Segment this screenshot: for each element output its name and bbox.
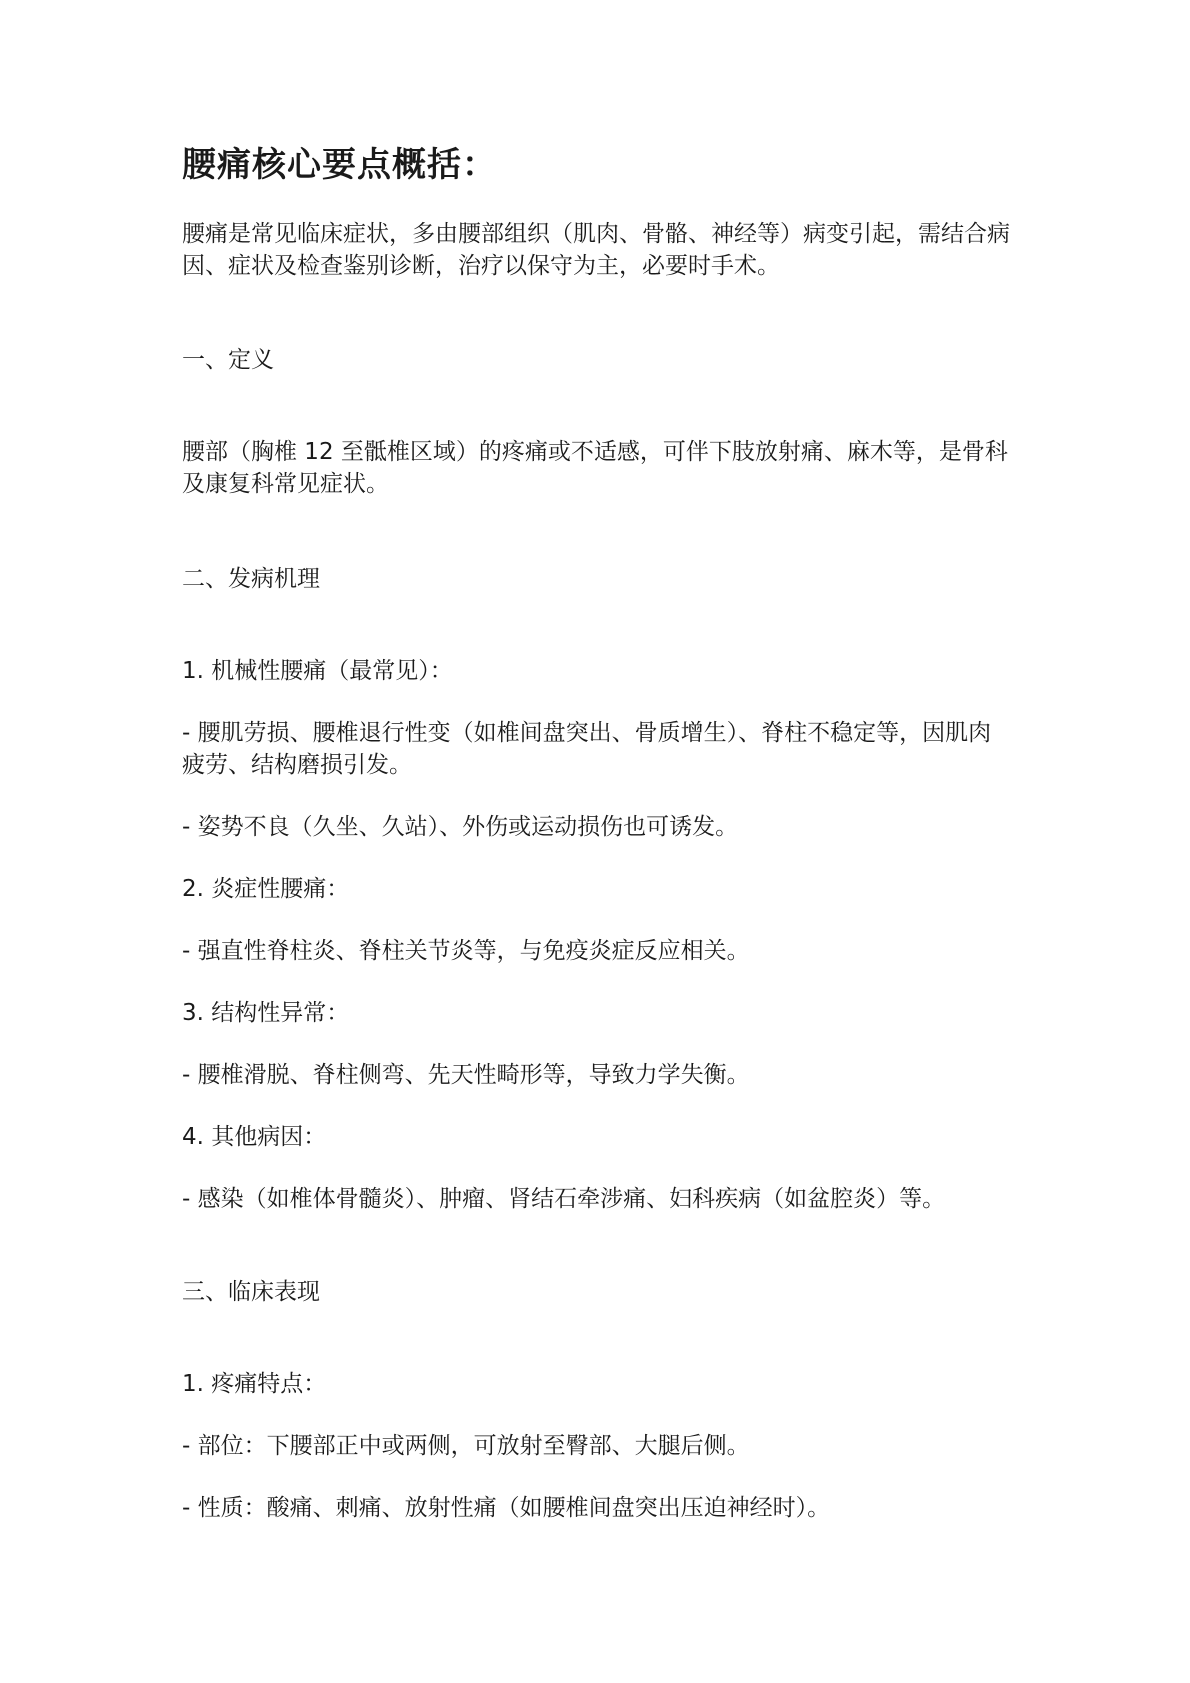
list-item-point: - 腰椎滑脱、脊柱侧弯、先天性畸形等，导致力学失衡。: [182, 1062, 750, 1088]
section-heading-pathogenesis: 二、发病机理: [182, 566, 320, 592]
list-item-point: - 强直性脊柱炎、脊柱关节炎等，与免疫炎症反应相关。: [182, 938, 750, 964]
section-heading-definition: 一、定义: [182, 347, 274, 373]
list-item-label: 3. 结构性异常：: [182, 1000, 350, 1026]
intro-paragraph: 腰痛是常见临床症状，多由腰部组织（肌肉、骨骼、神经等）病变引起，需结合病因、症状及检查鉴别诊断，治疗以保守为主，必要时手术。: [182, 221, 1010, 279]
list-item-label: 4. 其他病因：: [182, 1124, 327, 1150]
list-item-point: - 部位：下腰部正中或两侧，可放射至臀部、大腿后侧。: [182, 1433, 750, 1459]
document-title: 腰痛核心要点概括：: [182, 145, 497, 185]
section-heading-clinical: 三、临床表现: [182, 1279, 320, 1305]
list-item-label: 1. 疼痛特点：: [182, 1371, 327, 1397]
definition-paragraph: 腰部（胸椎 12 至骶椎区域）的疼痛或不适感，可伴下肢放射痛、麻木等，是骨科及康复科常见症状。: [182, 439, 1008, 497]
list-item-label: 1. 机械性腰痛（最常见）：: [182, 658, 453, 684]
list-item-point: - 感染（如椎体骨髓炎）、肿瘤、肾结石牵涉痛、妇科疾病（如盆腔炎）等。: [182, 1186, 946, 1212]
list-item-point: - 性质：酸痛、刺痛、放射性痛（如腰椎间盘突出压迫神经时）。: [182, 1495, 831, 1521]
list-item-point: - 腰肌劳损、腰椎退行性变（如椎间盘突出、骨质增生）、脊柱不稳定等，因肌肉疲劳、结构磨损引发。: [182, 720, 992, 778]
list-item-label: 2. 炎症性腰痛：: [182, 876, 350, 902]
list-item-point: - 姿势不良（久坐、久站）、外伤或运动损伤也可诱发。: [182, 814, 739, 840]
